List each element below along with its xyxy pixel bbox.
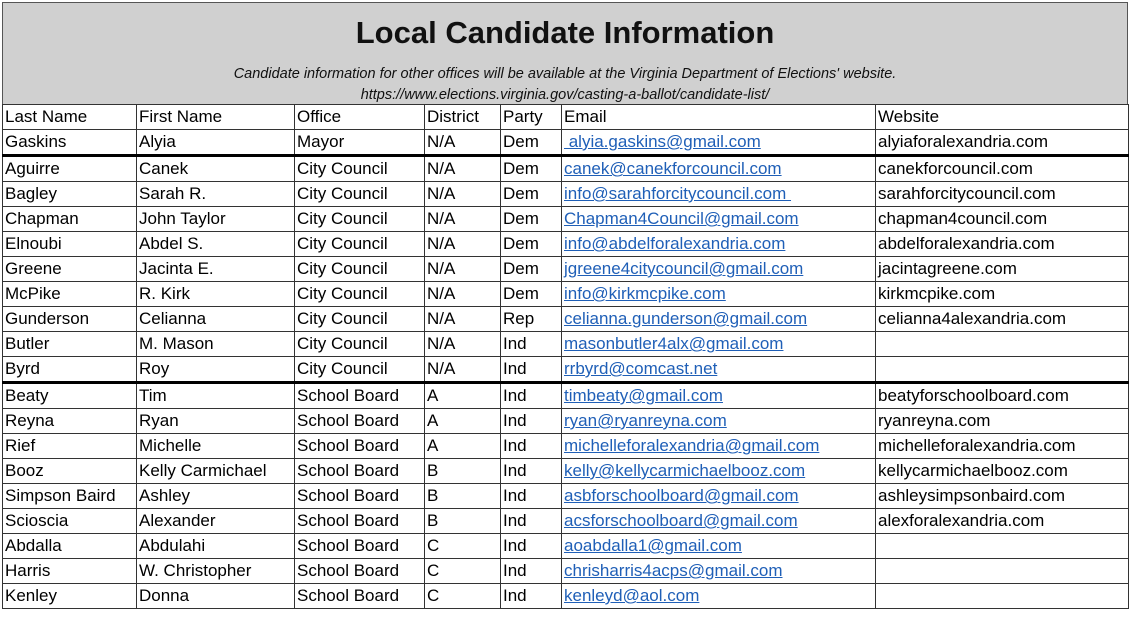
cell-party: Ind: [501, 509, 562, 534]
cell-first-name: Kelly Carmichael: [137, 459, 295, 484]
cell-party: Ind: [501, 409, 562, 434]
cell-website: michelleforalexandria.com: [876, 434, 1129, 459]
cell-email: [562, 307, 876, 332]
cell-party: Dem: [501, 182, 562, 207]
table-row: [3, 257, 1129, 282]
cell-district: N/A: [425, 207, 501, 232]
cell-last-name: Beaty: [3, 383, 137, 409]
header-row: [3, 105, 1129, 130]
email-link[interactable]: ryan@ryanreyna.com: [564, 411, 727, 430]
cell-email: [562, 409, 876, 434]
cell-email: [562, 232, 876, 257]
cell-office: School Board: [295, 409, 425, 434]
cell-last-name: McPike: [3, 282, 137, 307]
email-link[interactable]: info@kirkmcpike.com: [564, 284, 726, 303]
cell-office: City Council: [295, 257, 425, 282]
email-link[interactable]: acsforschoolboard@gmail.com: [564, 511, 798, 530]
cell-email: [562, 434, 876, 459]
cell-last-name: Reyna: [3, 409, 137, 434]
cell-district: C: [425, 534, 501, 559]
cell-first-name: Alexander: [137, 509, 295, 534]
cell-office: School Board: [295, 383, 425, 409]
cell-last-name: Greene: [3, 257, 137, 282]
candidate-table: [2, 104, 1129, 609]
email-link[interactable]: aoabdalla1@gmail.com: [564, 536, 742, 555]
email-link[interactable]: masonbutler4alx@gmail.com: [564, 334, 784, 353]
table-row: [3, 434, 1129, 459]
cell-website: ashleysimpsonbaird.com: [876, 484, 1129, 509]
cell-email: [562, 534, 876, 559]
cell-last-name: Chapman: [3, 207, 137, 232]
cell-email: [562, 559, 876, 584]
cell-office: School Board: [295, 559, 425, 584]
col-header-email: Email: [562, 105, 876, 130]
cell-district: B: [425, 484, 501, 509]
cell-last-name: Rief: [3, 434, 137, 459]
cell-office: City Council: [295, 332, 425, 357]
cell-last-name: Scioscia: [3, 509, 137, 534]
cell-party: Dem: [501, 156, 562, 182]
cell-district: N/A: [425, 182, 501, 207]
table-row: [3, 282, 1129, 307]
cell-website: ryanreyna.com: [876, 409, 1129, 434]
cell-first-name: Michelle: [137, 434, 295, 459]
cell-first-name: R. Kirk: [137, 282, 295, 307]
table-row: [3, 357, 1129, 383]
cell-last-name: Simpson Baird: [3, 484, 137, 509]
cell-website: celianna4alexandria.com: [876, 307, 1129, 332]
table-row: [3, 307, 1129, 332]
email-link[interactable]: canek@canekforcouncil.com: [564, 159, 782, 178]
cell-district: B: [425, 459, 501, 484]
cell-first-name: Jacinta E.: [137, 257, 295, 282]
cell-district: C: [425, 584, 501, 609]
cell-website: [876, 534, 1129, 559]
cell-party: Ind: [501, 584, 562, 609]
cell-first-name: John Taylor: [137, 207, 295, 232]
cell-first-name: Ryan: [137, 409, 295, 434]
cell-website: [876, 584, 1129, 609]
cell-district: N/A: [425, 257, 501, 282]
cell-first-name: Ashley: [137, 484, 295, 509]
cell-last-name: Gaskins: [3, 130, 137, 156]
cell-last-name: Elnoubi: [3, 232, 137, 257]
cell-email: [562, 484, 876, 509]
cell-office: School Board: [295, 534, 425, 559]
cell-district: A: [425, 434, 501, 459]
cell-first-name: Alyia: [137, 130, 295, 156]
cell-email: [562, 182, 876, 207]
cell-first-name: W. Christopher: [137, 559, 295, 584]
cell-last-name: Kenley: [3, 584, 137, 609]
cell-first-name: Abdulahi: [137, 534, 295, 559]
cell-office: School Board: [295, 434, 425, 459]
cell-website: abdelforalexandria.com: [876, 232, 1129, 257]
cell-party: Ind: [501, 434, 562, 459]
cell-party: Rep: [501, 307, 562, 332]
cell-last-name: Byrd: [3, 357, 137, 383]
cell-last-name: Bagley: [3, 182, 137, 207]
email-link[interactable]: info@abdelforalexandria.com: [564, 234, 786, 253]
cell-last-name: Butler: [3, 332, 137, 357]
cell-district: N/A: [425, 156, 501, 182]
cell-first-name: Celianna: [137, 307, 295, 332]
email-link[interactable]: info@sarahforcitycouncil.com: [564, 184, 792, 203]
cell-last-name: Abdalla: [3, 534, 137, 559]
cell-party: Ind: [501, 383, 562, 409]
table-row: [3, 484, 1129, 509]
cell-office: School Board: [295, 509, 425, 534]
cell-website: alexforalexandria.com: [876, 509, 1129, 534]
cell-website: kirkmcpike.com: [876, 282, 1129, 307]
cell-website: kellycarmichaelbooz.com: [876, 459, 1129, 484]
table-row: [3, 232, 1129, 257]
email-link[interactable]: timbeaty@gmail.com: [564, 386, 723, 405]
cell-district: N/A: [425, 332, 501, 357]
cell-office: School Board: [295, 484, 425, 509]
cell-email: [562, 257, 876, 282]
cell-last-name: Gunderson: [3, 307, 137, 332]
cell-office: City Council: [295, 232, 425, 257]
table-row: [3, 409, 1129, 434]
cell-first-name: Canek: [137, 156, 295, 182]
cell-district: N/A: [425, 307, 501, 332]
cell-email: [562, 156, 876, 182]
cell-website: alyiaforalexandria.com: [876, 130, 1129, 156]
col-header-first-name: First Name: [137, 105, 295, 130]
sheet-header: [2, 2, 1128, 104]
cell-party: Ind: [501, 459, 562, 484]
cell-first-name: Tim: [137, 383, 295, 409]
email-link[interactable]: celianna.gunderson@gmail.com: [564, 309, 808, 328]
cell-first-name: Sarah R.: [137, 182, 295, 207]
cell-email: [562, 332, 876, 357]
cell-website: [876, 559, 1129, 584]
cell-district: N/A: [425, 232, 501, 257]
cell-office: City Council: [295, 207, 425, 232]
cell-party: Dem: [501, 232, 562, 257]
cell-district: N/A: [425, 357, 501, 383]
cell-website: chapman4council.com: [876, 207, 1129, 232]
cell-last-name: Harris: [3, 559, 137, 584]
col-header-website: Website: [876, 105, 1129, 130]
table-body: [3, 130, 1129, 609]
email-link[interactable]: alyia.gaskins@gmail.com: [564, 132, 761, 151]
email-link[interactable]: kenleyd@aol.com: [564, 586, 700, 605]
header-note: Candidate information for other offices will be available at the Virginia Department of Elections' website.: [233, 66, 897, 82]
cell-party: Dem: [501, 130, 562, 156]
email-link[interactable]: jgreene4citycouncil@gmail.com: [564, 259, 804, 278]
table-row: [3, 559, 1129, 584]
cell-first-name: Roy: [137, 357, 295, 383]
cell-office: City Council: [295, 156, 425, 182]
cell-party: Ind: [501, 559, 562, 584]
cell-party: Ind: [501, 534, 562, 559]
email-link[interactable]: rrbyrd@comcast.net: [564, 359, 718, 378]
cell-party: Ind: [501, 357, 562, 383]
cell-email: [562, 207, 876, 232]
col-header-party: Party: [501, 105, 562, 130]
cell-office: School Board: [295, 459, 425, 484]
cell-email: [562, 383, 876, 409]
cell-office: City Council: [295, 182, 425, 207]
cell-district: A: [425, 409, 501, 434]
cell-first-name: Abdel S.: [137, 232, 295, 257]
cell-district: N/A: [425, 282, 501, 307]
candidate-sheet: [2, 2, 1128, 609]
col-header-office: Office: [295, 105, 425, 130]
table-row: [3, 584, 1129, 609]
cell-email: [562, 459, 876, 484]
table-row: [3, 130, 1129, 156]
table-row: [3, 509, 1129, 534]
cell-first-name: Donna: [137, 584, 295, 609]
cell-website: [876, 357, 1129, 383]
col-header-district: District: [425, 105, 501, 130]
email-link[interactable]: michelleforalexandria@gmail.com: [564, 436, 820, 455]
cell-email: [562, 282, 876, 307]
cell-office: Mayor: [295, 130, 425, 156]
cell-district: A: [425, 383, 501, 409]
cell-email: [562, 130, 876, 156]
cell-party: Ind: [501, 484, 562, 509]
cell-website: sarahforcitycouncil.com: [876, 182, 1129, 207]
header-url: https://www.elections.virginia.gov/casting-a-ballot/candidate-list/: [360, 87, 770, 103]
email-link[interactable]: asbforschoolboard@gmail.com: [564, 486, 799, 505]
cell-office: City Council: [295, 282, 425, 307]
cell-last-name: Booz: [3, 459, 137, 484]
cell-website: [876, 332, 1129, 357]
table-row: [3, 182, 1129, 207]
cell-district: N/A: [425, 130, 501, 156]
cell-website: canekforcouncil.com: [876, 156, 1129, 182]
cell-office: City Council: [295, 307, 425, 332]
cell-party: Dem: [501, 282, 562, 307]
table-row: [3, 332, 1129, 357]
page-title: Local Candidate Information: [355, 15, 775, 50]
cell-website: jacintagreene.com: [876, 257, 1129, 282]
cell-first-name: M. Mason: [137, 332, 295, 357]
cell-party: Dem: [501, 207, 562, 232]
cell-district: C: [425, 559, 501, 584]
table-row: [3, 383, 1129, 409]
cell-party: Ind: [501, 332, 562, 357]
table-row: [3, 534, 1129, 559]
table-row: [3, 207, 1129, 232]
cell-last-name: Aguirre: [3, 156, 137, 182]
cell-office: School Board: [295, 584, 425, 609]
cell-office: City Council: [295, 357, 425, 383]
email-link[interactable]: Chapman4Council@gmail.com: [564, 209, 799, 228]
col-header-last-name: Last Name: [3, 105, 137, 130]
cell-district: B: [425, 509, 501, 534]
email-link[interactable]: chrisharris4acps@gmail.com: [564, 561, 783, 580]
cell-website: beatyforschoolboard.com: [876, 383, 1129, 409]
cell-email: [562, 357, 876, 383]
table-row: [3, 156, 1129, 182]
cell-email: [562, 584, 876, 609]
cell-party: Dem: [501, 257, 562, 282]
cell-email: [562, 509, 876, 534]
email-link[interactable]: kelly@kellycarmichaelbooz.com: [564, 461, 806, 480]
table-row: [3, 459, 1129, 484]
